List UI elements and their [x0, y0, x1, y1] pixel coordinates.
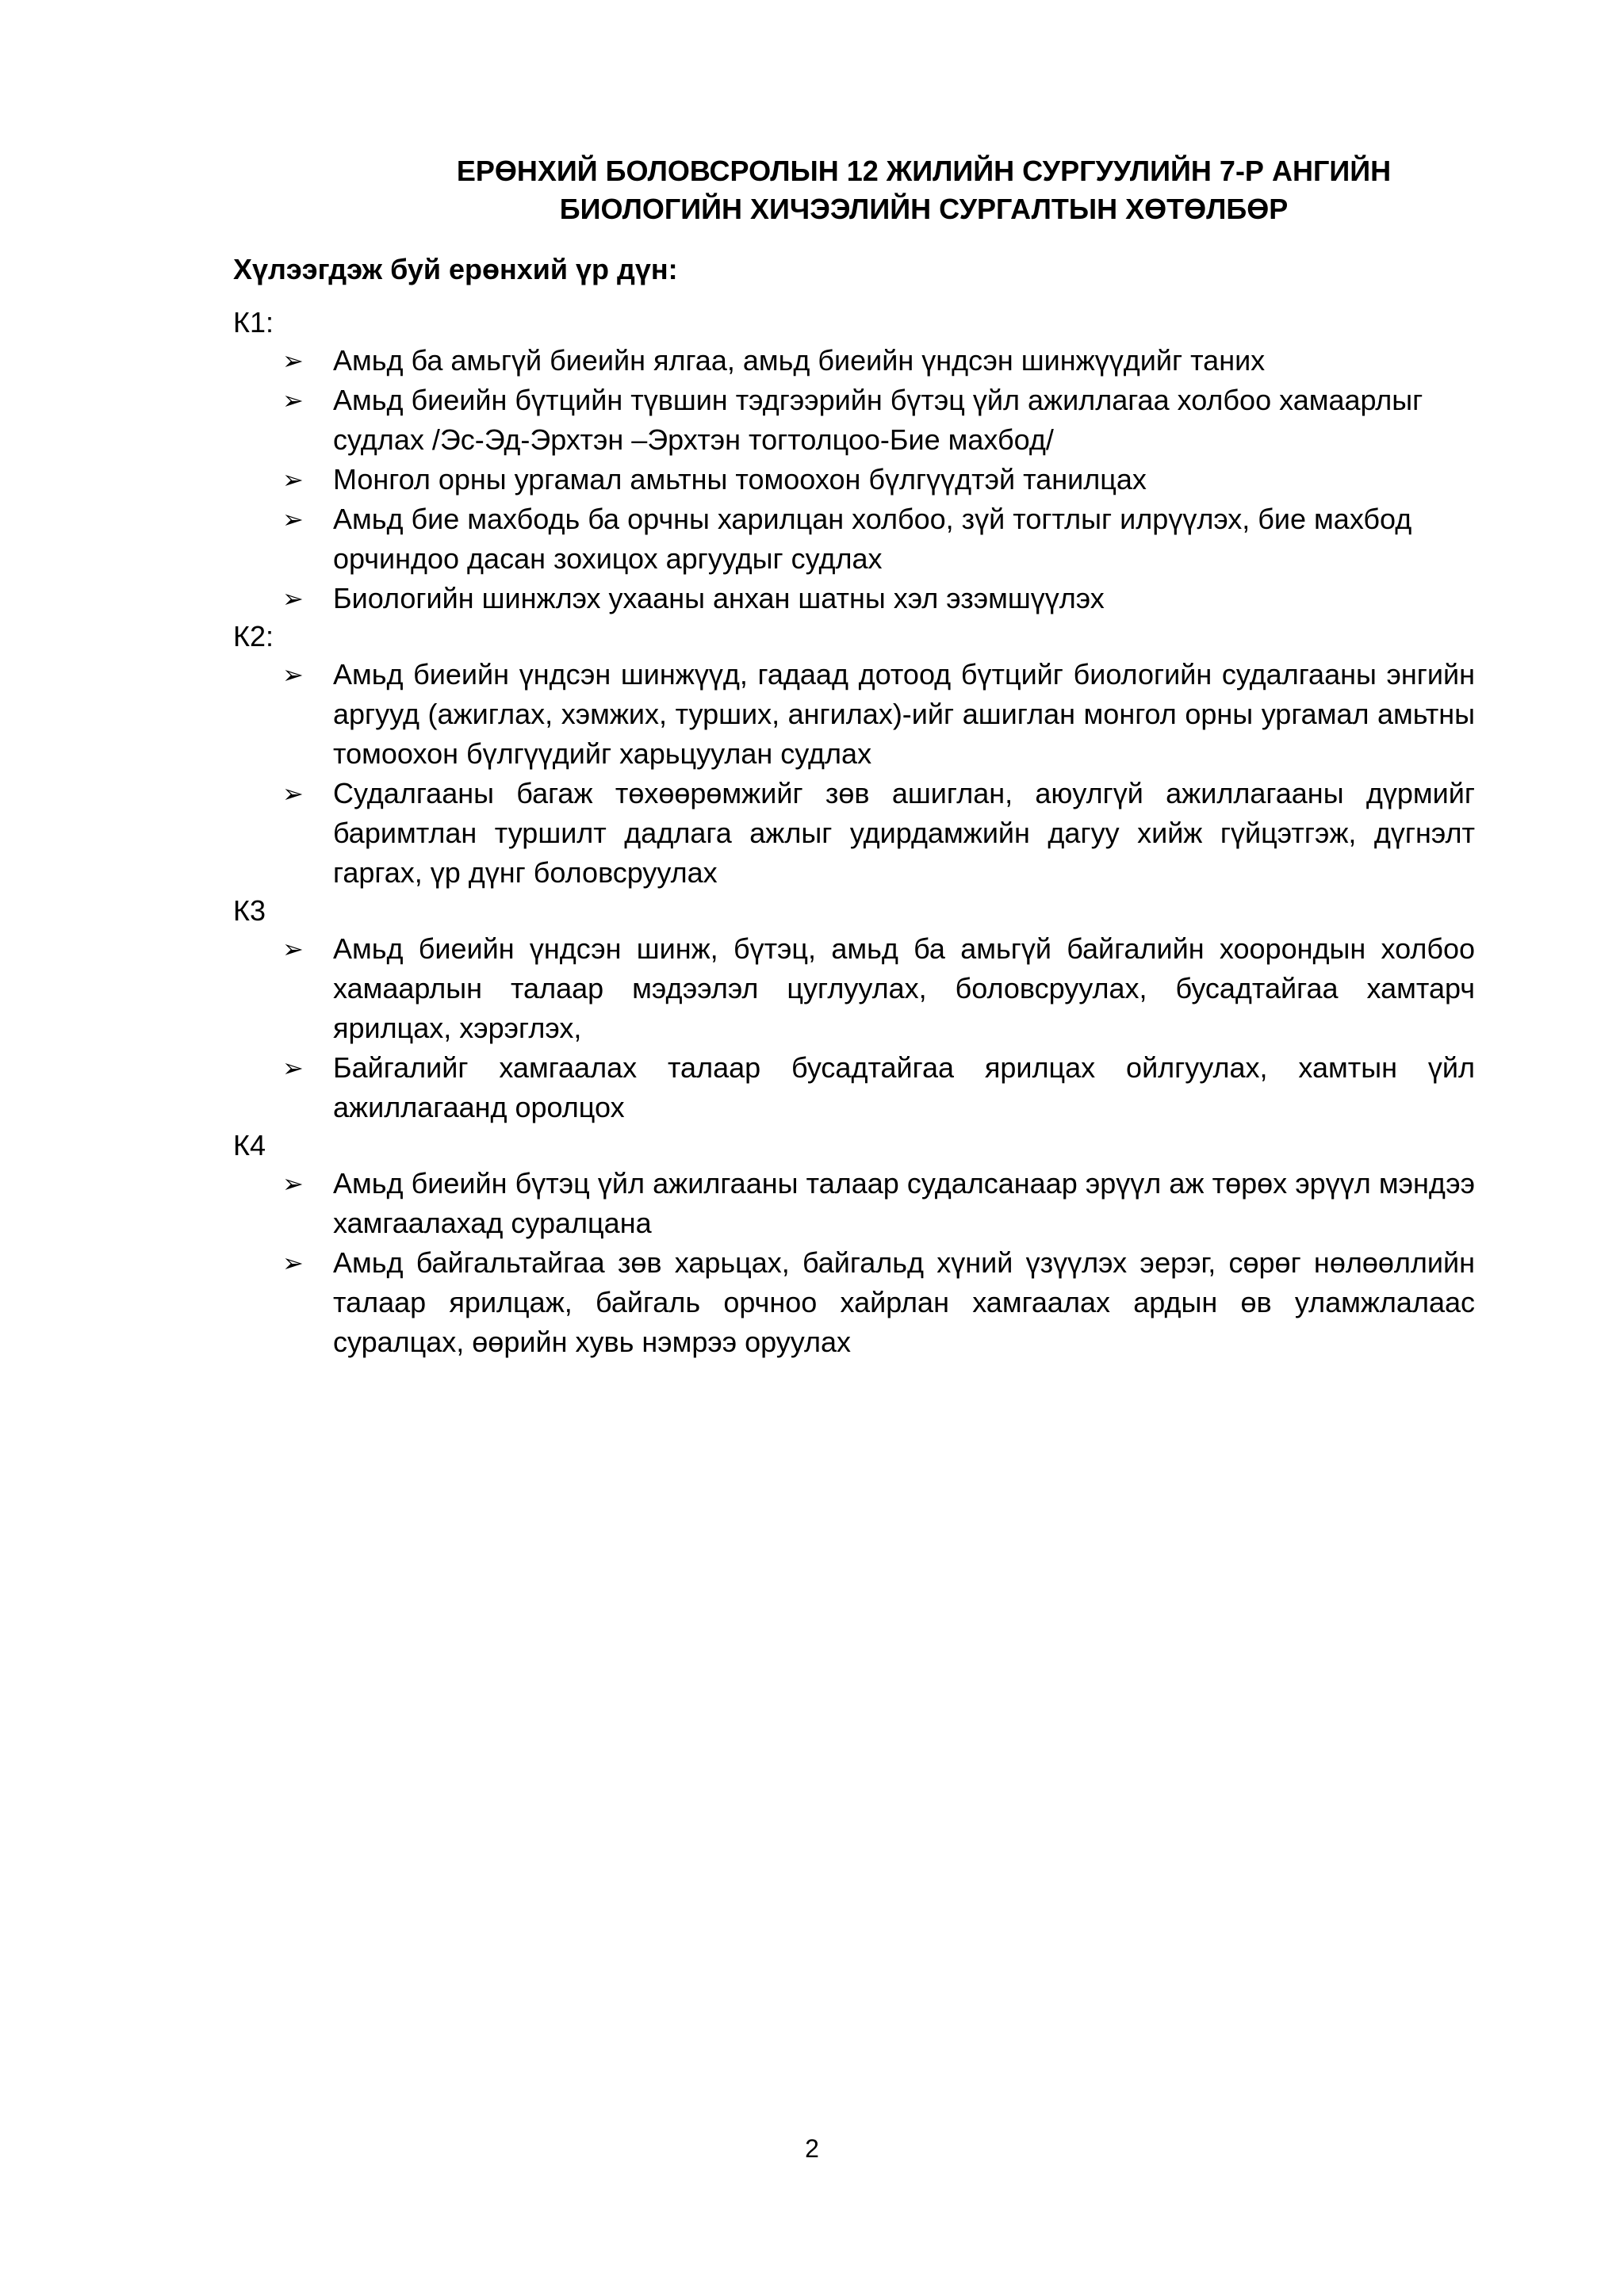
list-item-text: Амьд ба амьгүй биеийн ялгаа, амьд биеийн үндсэн шинжүүдийг таних	[333, 344, 1266, 377]
title-line-2: БИОЛОГИЙН ХИЧЭЭЛИЙН СУРГАЛТЫН ХӨТӨЛБӨР	[559, 193, 1289, 225]
list-item	[233, 499, 1475, 579]
list-item	[233, 381, 1475, 460]
section-k3-list	[233, 929, 1475, 1127]
section-label-k1: К1:	[233, 306, 274, 339]
list-item-text: Амьд биеийн бүтцийн түвшин тэдгээрийн бүтэц үйл ажиллагаа холбоо хамаарлыг судлах /Эс-Эд-Эрхтэн –Эрхтэн тогтолцоо-Бие махбод/	[333, 384, 1423, 456]
section-label-k4: К4	[233, 1129, 266, 1161]
list-item-text: Байгалийг хамгаалах талаар бусадтайгаа ярилцах ойлгуулах, хамтын үйл ажиллагаанд оролцох	[333, 1051, 1475, 1123]
arrow-bullet-icon: ➢	[282, 465, 304, 494]
title-line-1: ЕРӨНХИЙ БОЛОВСРОЛЫН 12 ЖИЛИЙН СУРГУУЛИЙН 7-Р АНГИЙН	[456, 155, 1392, 187]
document-title	[373, 152, 1475, 228]
arrow-bullet-icon: ➢	[282, 386, 304, 415]
section-k1-list	[233, 341, 1475, 618]
arrow-bullet-icon: ➢	[282, 1249, 304, 1277]
section-k2	[233, 618, 1475, 893]
page-number: 2	[805, 2134, 819, 2163]
list-item	[233, 655, 1475, 774]
arrow-bullet-icon: ➢	[282, 935, 304, 963]
arrow-bullet-icon: ➢	[282, 346, 304, 375]
arrow-bullet-icon: ➢	[282, 505, 304, 534]
section-k1	[233, 304, 1475, 618]
arrow-bullet-icon: ➢	[282, 1054, 304, 1082]
section-label-k3: К3	[233, 894, 266, 927]
expected-outcomes-heading: Хүлээгдэж буй ерөнхий үр дүн:	[233, 253, 678, 285]
list-item-text: Амьд байгальтайгаа зөв харьцах, байгальд хүний үзүүлэх эерэг, сөрөг нөлөөллийн талаар ярилцаж, байгаль орчноо хайрлан хамгаалах ардын өв уламжлалаас суралцах, өөрийн хувь нэмрээ оруулах	[333, 1246, 1475, 1358]
list-item	[233, 1048, 1475, 1127]
list-item	[233, 1243, 1475, 1362]
section-label-k2: К2:	[233, 620, 274, 652]
arrow-bullet-icon: ➢	[282, 1169, 304, 1198]
list-item	[233, 460, 1475, 499]
list-item-text: Амьд биеийн бүтэц үйл ажилгааны талаар судалсанаар эрүүл аж төрөх эрүүл мэндээ хамгаалахад суралцана	[333, 1167, 1475, 1239]
arrow-bullet-icon: ➢	[282, 584, 304, 613]
list-item-text: Амьд биеийн үндсэн шинжүүд, гадаад дотоод бүтцийг биологийн судалгааны энгийн аргууд (ажиглах, хэмжих, турших, ангилах)-ийг ашиглан монгол орны ургамал амьтны томоохон бүлгүүдийг харьцуулан судлах	[333, 658, 1475, 770]
list-item	[233, 1164, 1475, 1243]
arrow-bullet-icon: ➢	[282, 779, 304, 808]
section-k4-list	[233, 1164, 1475, 1362]
arrow-bullet-icon: ➢	[282, 660, 304, 689]
section-k2-list	[233, 655, 1475, 893]
list-item	[233, 929, 1475, 1048]
list-item	[233, 774, 1475, 893]
list-item-text: Монгол орны ургамал амьтны томоохон бүлгүүдтэй танилцах	[333, 463, 1147, 496]
section-k4	[233, 1127, 1475, 1362]
list-item	[233, 579, 1475, 618]
list-item-text: Биологийн шинжлэх ухааны анхан шатны хэл эзэмшүүлэх	[333, 582, 1105, 614]
list-item-text: Амьд биеийн үндсэн шинж, бүтэц, амьд ба амьгүй байгалийн хоорондын холбоо хамаарлын талаар мэдээлэл цуглуулах, боловсруулах, бусадтайгаа хамтарч ярилцах, хэрэглэх,	[333, 932, 1475, 1044]
section-k3	[233, 893, 1475, 1127]
list-item	[233, 341, 1475, 381]
list-item-text: Амьд бие махбодь ба орчны харилцан холбоо, зүй тогтлыг илрүүлэх, бие махбод орчиндоо дасан зохицох аргуудыг судлах	[333, 503, 1412, 575]
list-item-text: Судалгааны багаж төхөөрөмжийг зөв ашиглан, аюулгүй ажиллагааны дүрмийг баримтлан туршилт дадлага ажлыг удирдамжийн дагуу хийж гүйцэтгэж, дүгнэлт гаргах, үр дүнг боловсруулах	[333, 777, 1475, 889]
outcomes-content	[233, 304, 1475, 1362]
